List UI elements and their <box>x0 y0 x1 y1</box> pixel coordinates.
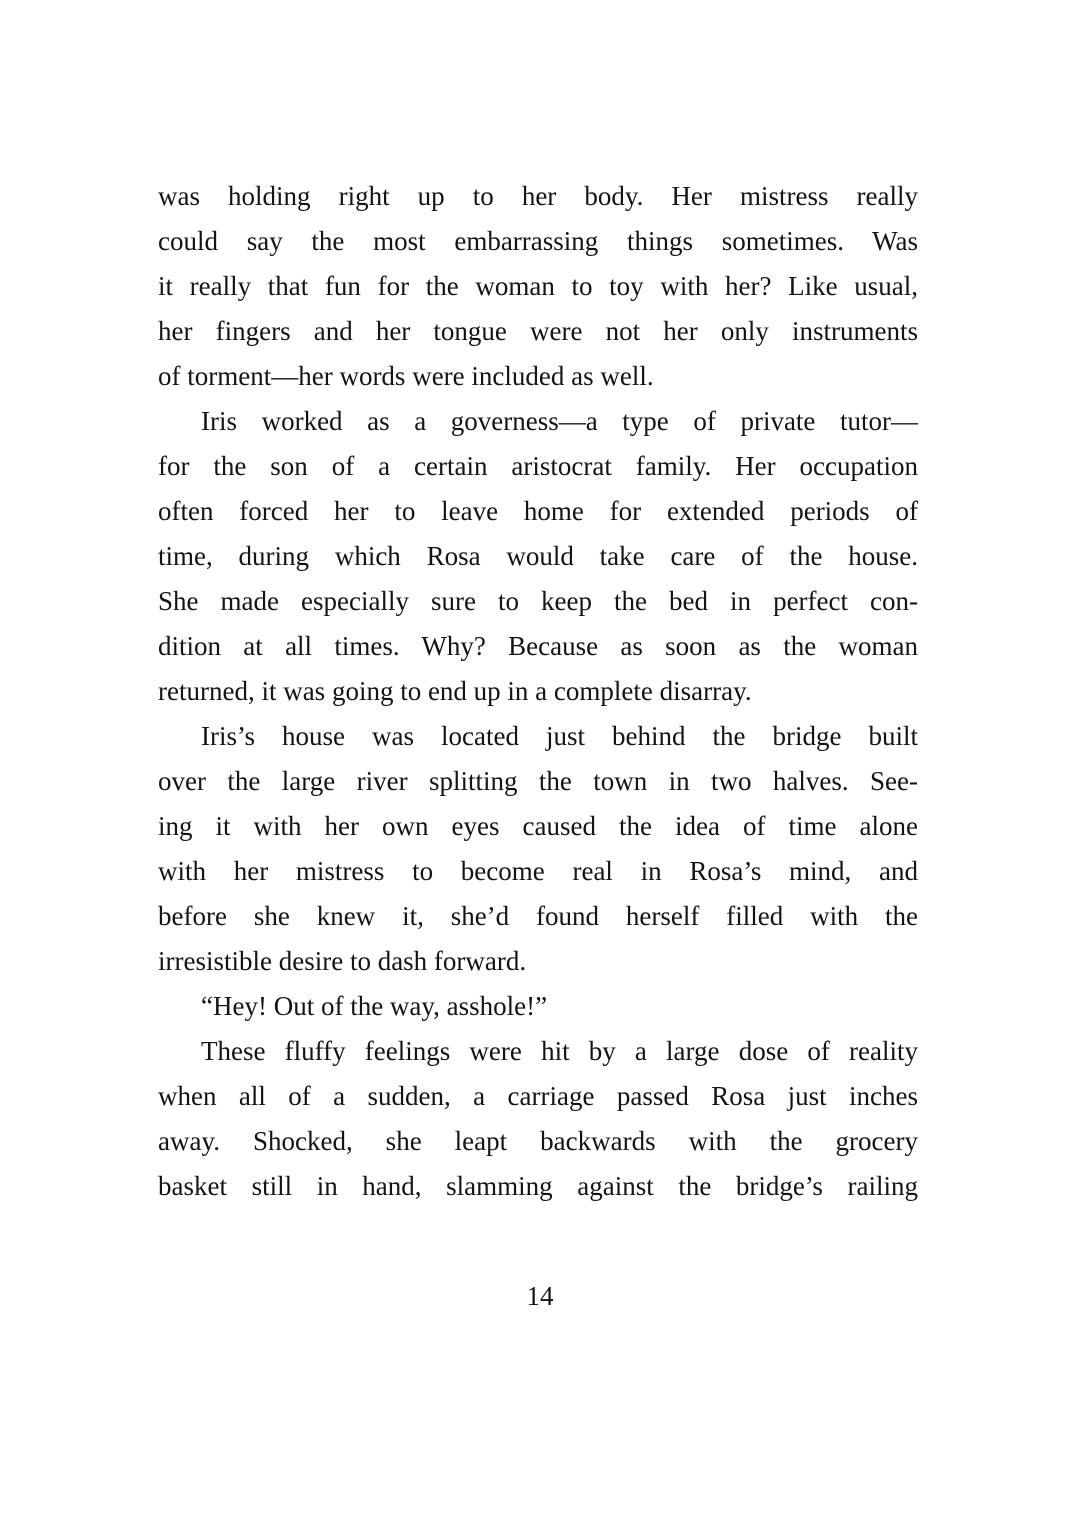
text-line: her fingers and her tongue were not her only instruments <box>158 316 918 346</box>
text-line: These fluffy feelings were hit by a large dose of reality <box>201 1036 918 1066</box>
text-line: ing it with her own eyes caused the idea of time alone <box>158 811 918 841</box>
paragraph <box>158 1029 918 1209</box>
paragraph <box>158 984 918 1029</box>
text-line: Iris worked as a governess—a type of private tutor— <box>201 406 918 436</box>
text-line: with her mistress to become real in Rosa’s mind, and <box>158 856 918 886</box>
text-line: over the large river splitting the town in two halves. See- <box>158 766 918 796</box>
text-line: often forced her to leave home for extended periods of <box>158 496 918 526</box>
text-line: irresistible desire to dash forward. <box>158 946 527 976</box>
text-line: before she knew it, she’d found herself filled with the <box>158 901 918 931</box>
text-line: of torment—her words were included as well. <box>158 361 654 391</box>
text-line: when all of a sudden, a carriage passed Rosa just inches <box>158 1081 918 1111</box>
text-line: time, during which Rosa would take care of the house. <box>158 541 918 571</box>
text-line: was holding right up to her body. Her mistress really <box>158 181 918 211</box>
text-line: it really that fun for the woman to toy with her? Like usual, <box>158 271 918 301</box>
text-line: Iris’s house was located just behind the bridge built <box>201 721 918 751</box>
text-line: for the son of a certain aristocrat family. Her occupation <box>158 451 918 481</box>
paragraph <box>158 714 918 984</box>
text-line: returned, it was going to end up in a complete disarray. <box>158 676 752 706</box>
paragraph <box>158 399 918 714</box>
body-text <box>158 174 918 1209</box>
text-line: away. Shocked, she leapt backwards with the grocery <box>158 1126 918 1156</box>
text-line: She made especially sure to keep the bed in perfect con- <box>158 586 918 616</box>
text-line: “Hey! Out of the way, asshole!” <box>201 991 548 1021</box>
paragraph <box>158 174 918 399</box>
text-line: basket still in hand, slamming against the bridge’s railing <box>158 1171 918 1201</box>
text-line: dition at all times. Why? Because as soon as the woman <box>158 631 918 661</box>
text-line: could say the most embarrassing things sometimes. Was <box>158 226 918 256</box>
page-number: 14 <box>526 1281 554 1311</box>
